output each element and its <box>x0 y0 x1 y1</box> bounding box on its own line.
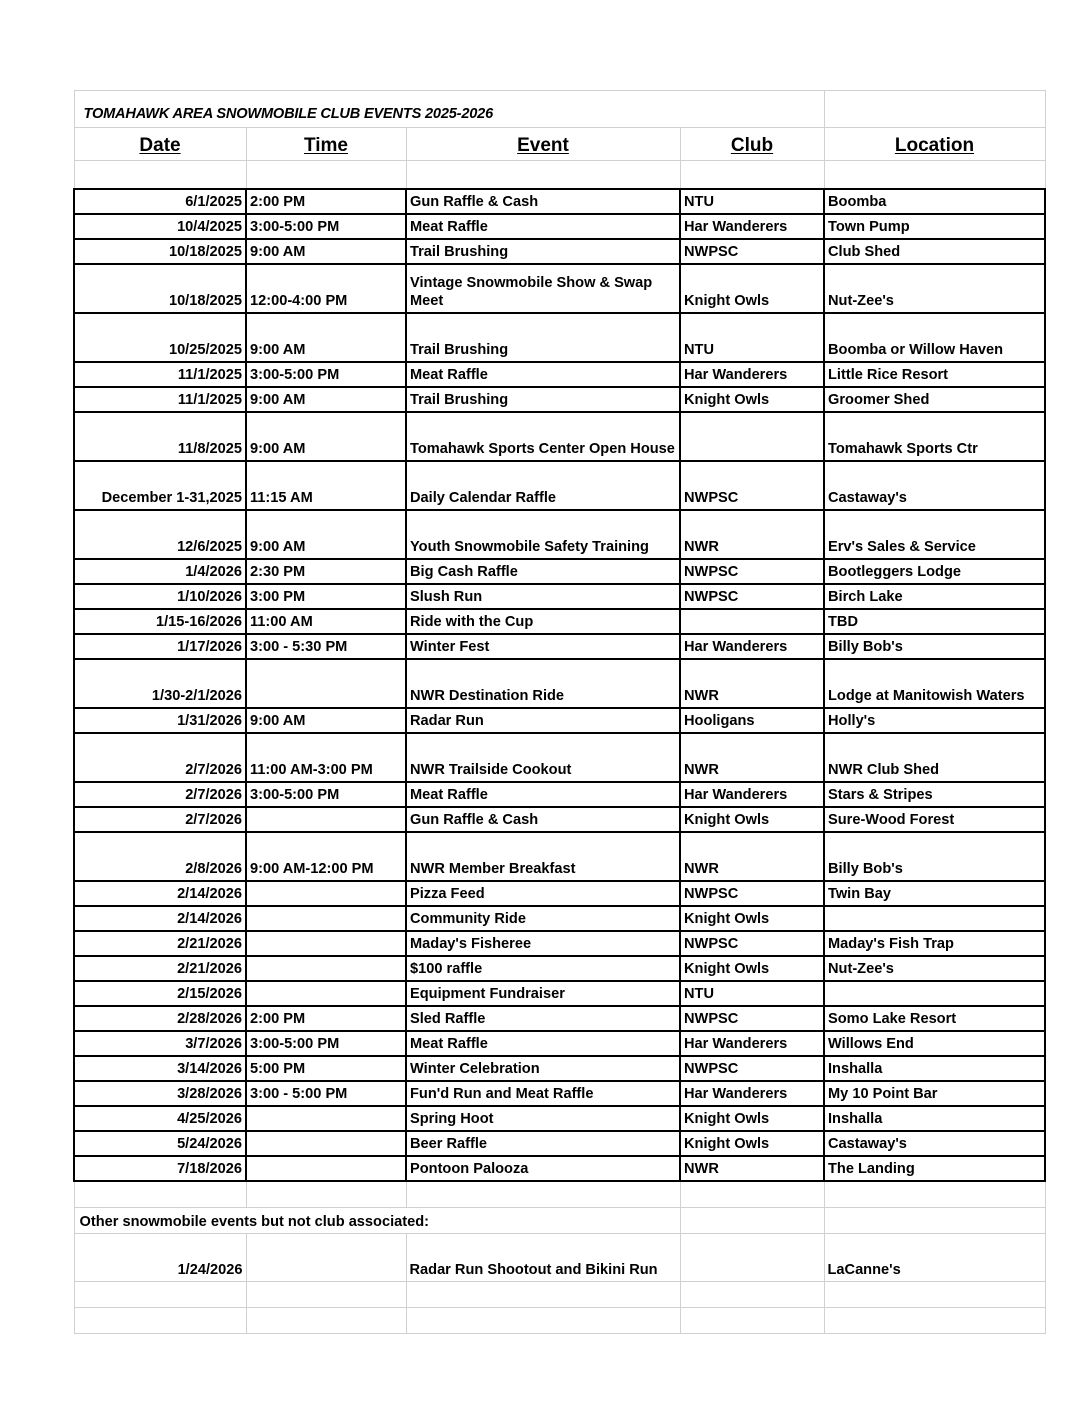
trailing-blank-cell-location <box>824 1308 1045 1334</box>
section-separator-row <box>74 1181 1045 1208</box>
trailing-blank-cell-event <box>406 1282 680 1308</box>
trailing-blank-cell-date <box>74 1282 246 1308</box>
cell-location: Town Pump <box>824 214 1045 239</box>
spacer-cell-location <box>824 161 1045 190</box>
cell-event: Slush Run <box>406 584 680 609</box>
cell-location: Castaway's <box>824 461 1045 510</box>
spacer-cell-event <box>406 161 680 190</box>
separator-cell-location <box>824 1181 1045 1208</box>
cell-location: Boomba or Willow Haven <box>824 313 1045 362</box>
cell-date: 3/14/2026 <box>74 1056 246 1081</box>
cell-event: Winter Celebration <box>406 1056 680 1081</box>
cell-date: 2/15/2026 <box>74 981 246 1006</box>
trailing-blank-row <box>74 1282 1045 1308</box>
events-table <box>73 90 1046 1334</box>
cell-location: Bootleggers Lodge <box>824 559 1045 584</box>
table-row <box>74 1156 1045 1181</box>
table-row <box>74 733 1045 782</box>
separator-cell-date <box>74 1181 246 1208</box>
table-row <box>74 832 1045 881</box>
cell-date: 1/15-16/2026 <box>74 609 246 634</box>
table-row <box>74 189 1045 214</box>
cell-time <box>246 931 406 956</box>
page-title: TOMAHAWK AREA SNOWMOBILE CLUB EVENTS 2025-2026 <box>74 91 824 128</box>
cell-time <box>246 881 406 906</box>
cell-date: December 1-31,2025 <box>74 461 246 510</box>
cell-date: 4/25/2026 <box>74 1106 246 1131</box>
cell-event: Gun Raffle & Cash <box>406 189 680 214</box>
cell-date: 10/18/2025 <box>74 239 246 264</box>
cell-club: Har Wanderers <box>680 782 824 807</box>
cell-club: Har Wanderers <box>680 634 824 659</box>
cell-time <box>246 1106 406 1131</box>
other-events-note: Other snowmobile events but not club associated: <box>74 1208 680 1234</box>
cell-time <box>246 1131 406 1156</box>
cell-location: Club Shed <box>824 239 1045 264</box>
table-row <box>74 956 1045 981</box>
cell-event: Pontoon Palooza <box>406 1156 680 1181</box>
cell-club: Har Wanderers <box>680 214 824 239</box>
trailing-blank-cell-club <box>680 1282 824 1308</box>
separator-cell-event <box>406 1181 680 1208</box>
cell-location: TBD <box>824 609 1045 634</box>
cell-date: 2/28/2026 <box>74 1006 246 1031</box>
cell-date: 2/14/2026 <box>74 881 246 906</box>
cell-time <box>246 1156 406 1181</box>
cell-event: Big Cash Raffle <box>406 559 680 584</box>
cell-location: Willows End <box>824 1031 1045 1056</box>
cell-date: 1/30-2/1/2026 <box>74 659 246 708</box>
cell-time: 9:00 AM-12:00 PM <box>246 832 406 881</box>
table-row <box>74 634 1045 659</box>
cell-date: 7/18/2026 <box>74 1156 246 1181</box>
table-row <box>74 264 1045 313</box>
cell-time: 5:00 PM <box>246 1056 406 1081</box>
cell-club: NWPSC <box>680 1006 824 1031</box>
table-row <box>74 981 1045 1006</box>
cell-club: Knight Owls <box>680 956 824 981</box>
cell-club: NWR <box>680 832 824 881</box>
cell-time: 9:00 AM <box>246 387 406 412</box>
cell-time: 3:00-5:00 PM <box>246 362 406 387</box>
cell-date: 2/21/2026 <box>74 956 246 981</box>
cell-club <box>680 609 824 634</box>
cell-location: Billy Bob's <box>824 634 1045 659</box>
cell-event: NWR Trailside Cookout <box>406 733 680 782</box>
cell-date: 1/17/2026 <box>74 634 246 659</box>
cell-date: 2/8/2026 <box>74 832 246 881</box>
column-header-club <box>680 128 824 161</box>
cell-date: 11/8/2025 <box>74 412 246 461</box>
cell-date: 2/7/2026 <box>74 782 246 807</box>
column-header-location <box>824 128 1045 161</box>
cell-location: Billy Bob's <box>824 832 1045 881</box>
spacer-row <box>74 161 1045 190</box>
cell-time <box>246 906 406 931</box>
events-spreadsheet <box>73 90 1044 1334</box>
trailing-blank-cell-time <box>246 1308 406 1334</box>
cell-location: Castaway's <box>824 1131 1045 1156</box>
table-row <box>74 214 1045 239</box>
cell-time: 11:00 AM <box>246 609 406 634</box>
cell-club: Knight Owls <box>680 264 824 313</box>
cell-date: 1/31/2026 <box>74 708 246 733</box>
table-row <box>74 1006 1045 1031</box>
table-row <box>74 239 1045 264</box>
cell-time: 3:00-5:00 PM <box>246 1031 406 1056</box>
cell-event: Trail Brushing <box>406 239 680 264</box>
cell-date: 2/21/2026 <box>74 931 246 956</box>
cell-event: Meat Raffle <box>406 362 680 387</box>
trailing-blank-cell-event <box>406 1308 680 1334</box>
cell-club: Har Wanderers <box>680 362 824 387</box>
table-row <box>74 708 1045 733</box>
cell-event: Gun Raffle & Cash <box>406 807 680 832</box>
cell-club: NWPSC <box>680 461 824 510</box>
cell-location: Maday's Fish Trap <box>824 931 1045 956</box>
cell-club: NWPSC <box>680 559 824 584</box>
events-table-body <box>74 91 1045 1334</box>
cell-time: 2:30 PM <box>246 559 406 584</box>
column-header-label: Time <box>303 134 348 156</box>
cell-location <box>824 906 1045 931</box>
table-row <box>74 1106 1045 1131</box>
trailing-blank-row <box>74 1308 1045 1334</box>
cell-time: 9:00 AM <box>246 239 406 264</box>
cell-date: 2/7/2026 <box>74 733 246 782</box>
trailing-blank-cell-location <box>824 1282 1045 1308</box>
cell-event: Daily Calendar Raffle <box>406 461 680 510</box>
cell-event: Community Ride <box>406 906 680 931</box>
table-row <box>74 559 1045 584</box>
cell-club: NWPSC <box>680 1056 824 1081</box>
table-row <box>74 1081 1045 1106</box>
cell-event: Meat Raffle <box>406 782 680 807</box>
cell-club: NWR <box>680 510 824 559</box>
cell-event: NWR Member Breakfast <box>406 832 680 881</box>
cell-time <box>246 981 406 1006</box>
table-row <box>74 1056 1045 1081</box>
column-header-row <box>74 128 1045 161</box>
table-row <box>74 1031 1045 1056</box>
cell-location: The Landing <box>824 1156 1045 1181</box>
cell-event: Sled Raffle <box>406 1006 680 1031</box>
column-header-date <box>74 128 246 161</box>
cell-location: Little Rice Resort <box>824 362 1045 387</box>
table-row <box>74 313 1045 362</box>
cell-club: Knight Owls <box>680 906 824 931</box>
cell-club <box>680 1234 824 1282</box>
cell-event: Pizza Feed <box>406 881 680 906</box>
other-events-note-location-cell <box>824 1208 1045 1234</box>
cell-date: 1/4/2026 <box>74 559 246 584</box>
cell-time: 2:00 PM <box>246 189 406 214</box>
cell-date: 1/24/2026 <box>74 1234 246 1282</box>
cell-event: Winter Fest <box>406 634 680 659</box>
column-header-event <box>406 128 680 161</box>
cell-location: LaCanne's <box>824 1234 1045 1282</box>
cell-club: NWR <box>680 1156 824 1181</box>
cell-location: Sure-Wood Forest <box>824 807 1045 832</box>
cell-time: 9:00 AM <box>246 510 406 559</box>
cell-time <box>246 659 406 708</box>
cell-time <box>246 1234 406 1282</box>
cell-club: Knight Owls <box>680 1106 824 1131</box>
trailing-blank-cell-time <box>246 1282 406 1308</box>
cell-club: NTU <box>680 981 824 1006</box>
cell-time: 9:00 AM <box>246 412 406 461</box>
cell-club: NWPSC <box>680 239 824 264</box>
cell-club: NWPSC <box>680 931 824 956</box>
cell-date: 1/10/2026 <box>74 584 246 609</box>
cell-location: Boomba <box>824 189 1045 214</box>
cell-club: Knight Owls <box>680 1131 824 1156</box>
cell-event: Maday's Fisheree <box>406 931 680 956</box>
cell-location: Tomahawk Sports Ctr <box>824 412 1045 461</box>
table-row <box>74 881 1045 906</box>
cell-club: Har Wanderers <box>680 1081 824 1106</box>
other-events-note-row <box>74 1208 1045 1234</box>
cell-club: NWR <box>680 659 824 708</box>
trailing-blank-cell-date <box>74 1308 246 1334</box>
column-header-label: Date <box>139 134 181 156</box>
cell-event: $100 raffle <box>406 956 680 981</box>
table-row <box>74 412 1045 461</box>
cell-time: 12:00-4:00 PM <box>246 264 406 313</box>
cell-location: NWR Club Shed <box>824 733 1045 782</box>
cell-event: Equipment Fundraiser <box>406 981 680 1006</box>
cell-club: NWR <box>680 733 824 782</box>
trailing-blank-cell-club <box>680 1308 824 1334</box>
column-header-label: Club <box>730 134 774 156</box>
spacer-cell-time <box>246 161 406 190</box>
cell-event: Trail Brushing <box>406 313 680 362</box>
cell-event: Fun'd Run and Meat Raffle <box>406 1081 680 1106</box>
cell-date: 11/1/2025 <box>74 387 246 412</box>
cell-location <box>824 981 1045 1006</box>
table-row <box>74 362 1045 387</box>
spacer-cell-date <box>74 161 246 190</box>
table-row <box>74 584 1045 609</box>
cell-date: 3/28/2026 <box>74 1081 246 1106</box>
cell-location: My 10 Point Bar <box>824 1081 1045 1106</box>
cell-event: Meat Raffle <box>406 214 680 239</box>
cell-event: Beer Raffle <box>406 1131 680 1156</box>
column-header-time <box>246 128 406 161</box>
cell-club: NWPSC <box>680 584 824 609</box>
table-row <box>74 931 1045 956</box>
cell-club: NWPSC <box>680 881 824 906</box>
cell-event: Vintage Snowmobile Show & Swap Meet <box>406 264 680 313</box>
cell-club: NTU <box>680 313 824 362</box>
table-row <box>74 906 1045 931</box>
cell-location: Birch Lake <box>824 584 1045 609</box>
cell-location: Stars & Stripes <box>824 782 1045 807</box>
cell-event: Radar Run Shootout and Bikini Run <box>406 1234 680 1282</box>
cell-club: Knight Owls <box>680 807 824 832</box>
cell-club: Hooligans <box>680 708 824 733</box>
cell-time: 3:00-5:00 PM <box>246 214 406 239</box>
other-events-row <box>74 1234 1045 1282</box>
cell-date: 10/18/2025 <box>74 264 246 313</box>
cell-location: Inshalla <box>824 1056 1045 1081</box>
cell-club: Knight Owls <box>680 387 824 412</box>
cell-location: Lodge at Manitowish Waters <box>824 659 1045 708</box>
cell-event: Meat Raffle <box>406 1031 680 1056</box>
cell-club: Har Wanderers <box>680 1031 824 1056</box>
cell-location: Somo Lake Resort <box>824 1006 1045 1031</box>
cell-time: 2:00 PM <box>246 1006 406 1031</box>
cell-time: 9:00 AM <box>246 708 406 733</box>
cell-date: 2/7/2026 <box>74 807 246 832</box>
cell-date: 10/25/2025 <box>74 313 246 362</box>
cell-time: 3:00 PM <box>246 584 406 609</box>
cell-location: Groomer Shed <box>824 387 1045 412</box>
table-row <box>74 461 1045 510</box>
cell-event: NWR Destination Ride <box>406 659 680 708</box>
table-row <box>74 510 1045 559</box>
table-row <box>74 609 1045 634</box>
table-row <box>74 387 1045 412</box>
cell-time: 11:15 AM <box>246 461 406 510</box>
table-row <box>74 659 1045 708</box>
cell-date: 3/7/2026 <box>74 1031 246 1056</box>
cell-location: Nut-Zee's <box>824 956 1045 981</box>
table-row <box>74 1131 1045 1156</box>
cell-time <box>246 807 406 832</box>
cell-date: 6/1/2025 <box>74 189 246 214</box>
cell-time: 3:00-5:00 PM <box>246 782 406 807</box>
table-row <box>74 782 1045 807</box>
cell-date: 5/24/2026 <box>74 1131 246 1156</box>
cell-event: Trail Brushing <box>406 387 680 412</box>
cell-location: Twin Bay <box>824 881 1045 906</box>
column-header-label: Event <box>517 134 569 156</box>
cell-location: Holly's <box>824 708 1045 733</box>
cell-time: 3:00 - 5:30 PM <box>246 634 406 659</box>
spacer-cell-club <box>680 161 824 190</box>
cell-time: 11:00 AM-3:00 PM <box>246 733 406 782</box>
cell-date: 2/14/2026 <box>74 906 246 931</box>
separator-cell-time <box>246 1181 406 1208</box>
cell-location: Nut-Zee's <box>824 264 1045 313</box>
cell-club <box>680 412 824 461</box>
cell-location: Inshalla <box>824 1106 1045 1131</box>
cell-time: 9:00 AM <box>246 313 406 362</box>
cell-time <box>246 956 406 981</box>
cell-date: 10/4/2025 <box>74 214 246 239</box>
title-row-trailing-cell <box>824 91 1045 128</box>
other-events-note-club-cell <box>680 1208 824 1234</box>
table-row <box>74 807 1045 832</box>
cell-event: Ride with the Cup <box>406 609 680 634</box>
separator-cell-club <box>680 1181 824 1208</box>
cell-time: 3:00 - 5:00 PM <box>246 1081 406 1106</box>
cell-event: Spring Hoot <box>406 1106 680 1131</box>
cell-date: 12/6/2025 <box>74 510 246 559</box>
cell-event: Tomahawk Sports Center Open House <box>406 412 680 461</box>
cell-location: Erv's Sales & Service <box>824 510 1045 559</box>
title-row <box>74 91 1045 128</box>
column-header-label: Location <box>894 134 975 156</box>
cell-club: NTU <box>680 189 824 214</box>
cell-event: Radar Run <box>406 708 680 733</box>
cell-date: 11/1/2025 <box>74 362 246 387</box>
cell-event: Youth Snowmobile Safety Training <box>406 510 680 559</box>
